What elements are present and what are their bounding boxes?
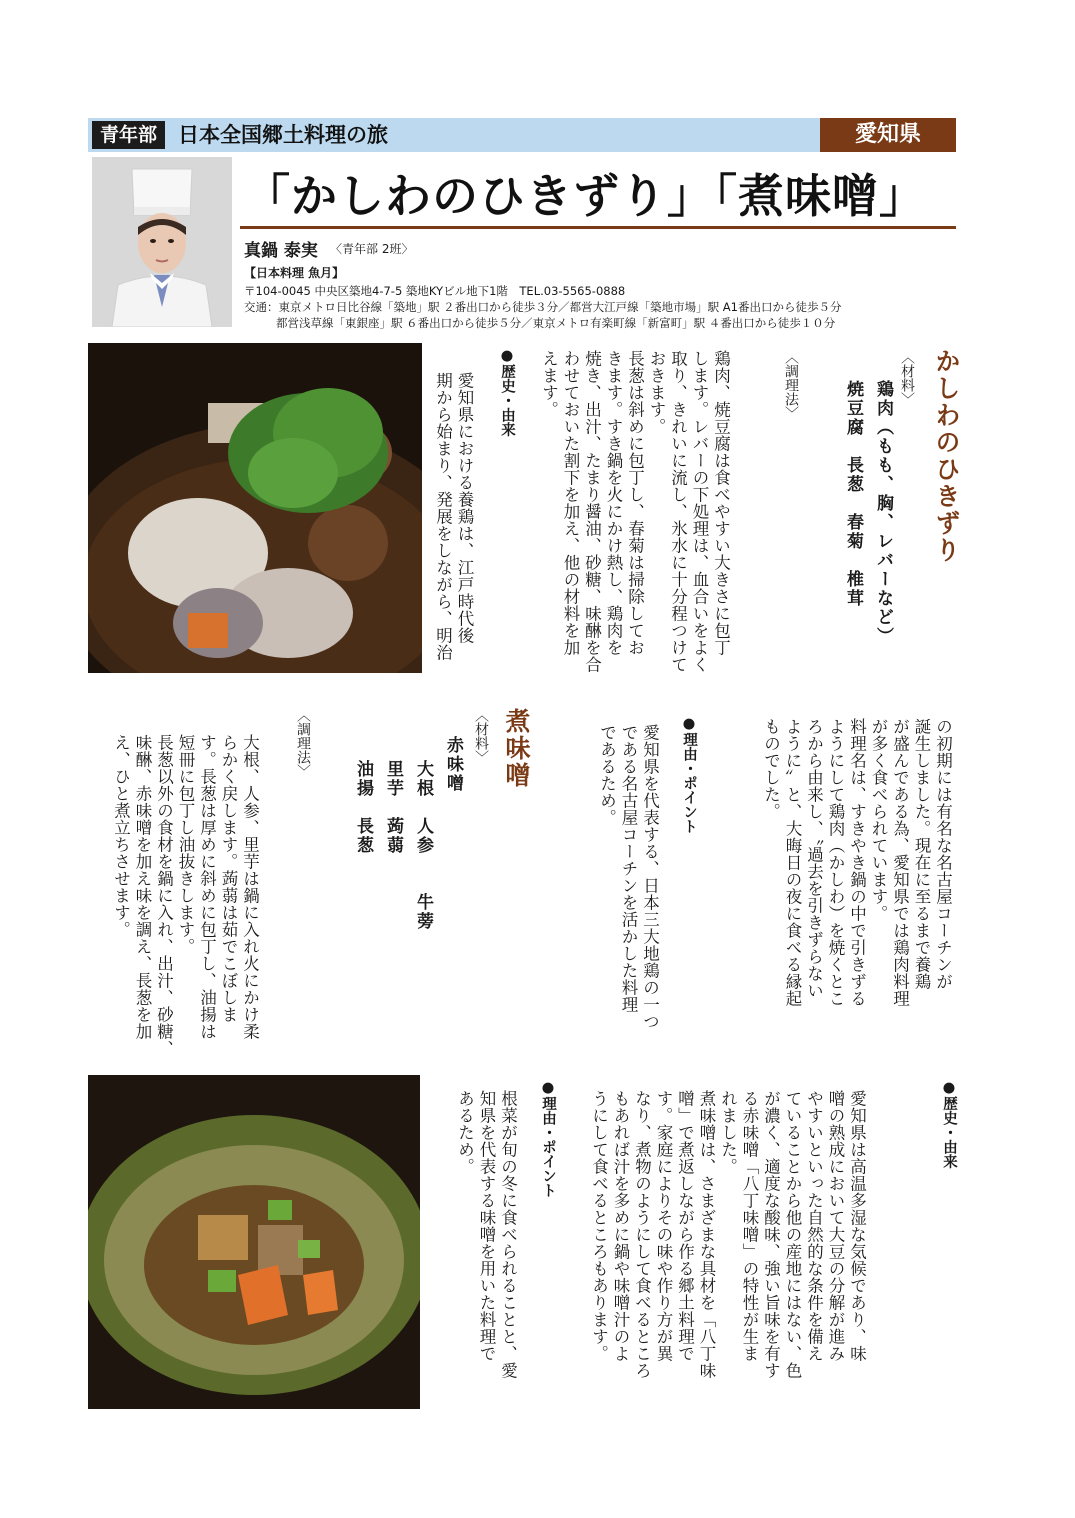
- dish1-name: かしわのひきずり: [932, 348, 961, 564]
- chef-team: 〈青年部 2班〉: [330, 242, 414, 256]
- dish1-point-label: ●理由・ポイント: [681, 716, 697, 834]
- dish2-ingredients-line-2: 大根 人参 牛蒡: [413, 760, 433, 931]
- prefecture-badge: 愛知県: [820, 118, 956, 152]
- hotpot-illustration: [88, 343, 422, 673]
- dish1-ingredients-line-1: 鶏肉（もも、胸、レバーなど）: [873, 380, 893, 646]
- shop-name: 【日本料理 魚月】: [244, 266, 345, 280]
- dish1-ingredients-line-2: 焼豆腐 長葱 春菊 椎茸: [843, 380, 863, 608]
- page-title: 「かしわのひきずり」「煮味噌」: [244, 169, 926, 223]
- section-tag: 青年部: [92, 121, 165, 149]
- dish2-history-text: 愛知県は高温多湿な気候であり、味 噌の熟成において大豆の分解が進み やすいといった自然的な条件を備え ていることから他の産地にはない、色 が濃く、適度な酸味、強い旨味を有す る赤味噌「八丁味噌」の特性が生ま れました。 煮味噌は、さまざまな具材を「八丁味 噌」で煮返しながら作る郷土料理で す。家庭によりその味や作り方が異 なり、煮物のようにして食べるところ もあれば汁を多めに鍋や味噌汁のよ うにして食べるところもあります。: [589, 1090, 867, 1379]
- dish2-ingredients-line-4: 油揚 長葱: [353, 760, 373, 855]
- dish1-method-text: 鶏肉、焼豆腐は食べやすい大きさに包丁 します。レバーの下処理は、血合いをよく 取り、きれいに流し、氷水に十分程つけて おきます。 長葱は斜めに包丁し、春菊は掃除してお きます。すき鍋を火にかけ熱し、鶏肉を 焼き、出汁、たまり醤油、砂糖、味醂を合 わせておいた割下を加え、他の材料を加 えます。: [539, 350, 731, 673]
- dish2-ingredients-line-1: 赤味噌: [443, 736, 463, 793]
- dish2-method-text: 大根、人参、里芋は鍋に入れ火にかけ柔 らかく戻します。蒟蒻は茹でこぼしま す。長葱は厚めに斜めに包丁し、油揚は 短冊に包丁し油抜きします。 長葱以外の食材を鍋に入れ、出汁、砂糖、 味醂、赤味噌を加え味を調え、長葱を加 え、ひと煮立ちさせます。: [111, 734, 260, 1057]
- dish1-point-text: 愛知県を代表する、日本三大地鶏の一つ である名古屋コーチンを活かした料理 であるため。: [597, 724, 660, 1030]
- dish1-history-label: ●歴史・由来: [499, 348, 515, 437]
- dish2-ingredients-line-3: 里芋 蒟蒻: [383, 760, 403, 855]
- chef-portrait-illustration: [92, 157, 232, 327]
- access-line-1: 交通：東京メトロ日比谷線「築地」駅 ２番出口から徒歩３分／都営大江戸線「築地市場」駅 A1番出口から徒歩５分: [244, 300, 842, 314]
- dish2-point-text: 根菜が旬の冬に食べられることと、愛 知県を代表する味噌を用いた料理で あるため。: [455, 1090, 518, 1379]
- dish2-method-label: 〈調理法〉: [295, 708, 311, 778]
- nimiso-illustration: [88, 1075, 420, 1409]
- title-rule: [240, 226, 956, 229]
- chef-portrait: [92, 157, 232, 327]
- chef-name: 真鍋 泰実: [244, 241, 318, 261]
- dish1-method-label: 〈調理法〉: [783, 350, 799, 420]
- dish2-history-label: ●歴史・由来: [941, 1080, 957, 1169]
- dish2-ingredients-label: 〈材料〉: [473, 708, 489, 764]
- access-line-2: 都営浅草線「東銀座」駅 ６番出口から徒歩５分／東京メトロ有楽町線「新富町」駅 ４番出口から徒歩１０分: [276, 316, 836, 330]
- shop-address: 〒104-0045 中央区築地4-7-5 築地KYビル地下1階 TEL.03-5565-0888: [244, 284, 626, 298]
- dish1-history-text-a: 愛知県における養鶏は、江戸時代後 期から始まり、発展をしながら、明治: [433, 372, 474, 661]
- dish1-photo: [88, 343, 422, 673]
- dish1-ingredients-label: 〈材料〉: [899, 350, 915, 406]
- dish2-name: 煮味噌: [502, 708, 531, 789]
- dish1-history-text-b: の初期には有名な名古屋コーチンが 誕生しました。現在に至るまで養鶏 が盛んである為、愛知県では鶏肉料理 が多く食べられています。 料理名は、すきやき鍋の中で引きずる ようにして鶏肉（かしわ）を焼くとこ ろから由来し、〝過去を引きずらない ように〟と、大晦日の夜に食べる縁起 ものでした。: [761, 718, 953, 1007]
- dish2-point-label: ●理由・ポイント: [540, 1080, 556, 1198]
- series-title: 日本全国郷土料理の旅: [178, 123, 388, 147]
- dish2-photo: [88, 1075, 420, 1409]
